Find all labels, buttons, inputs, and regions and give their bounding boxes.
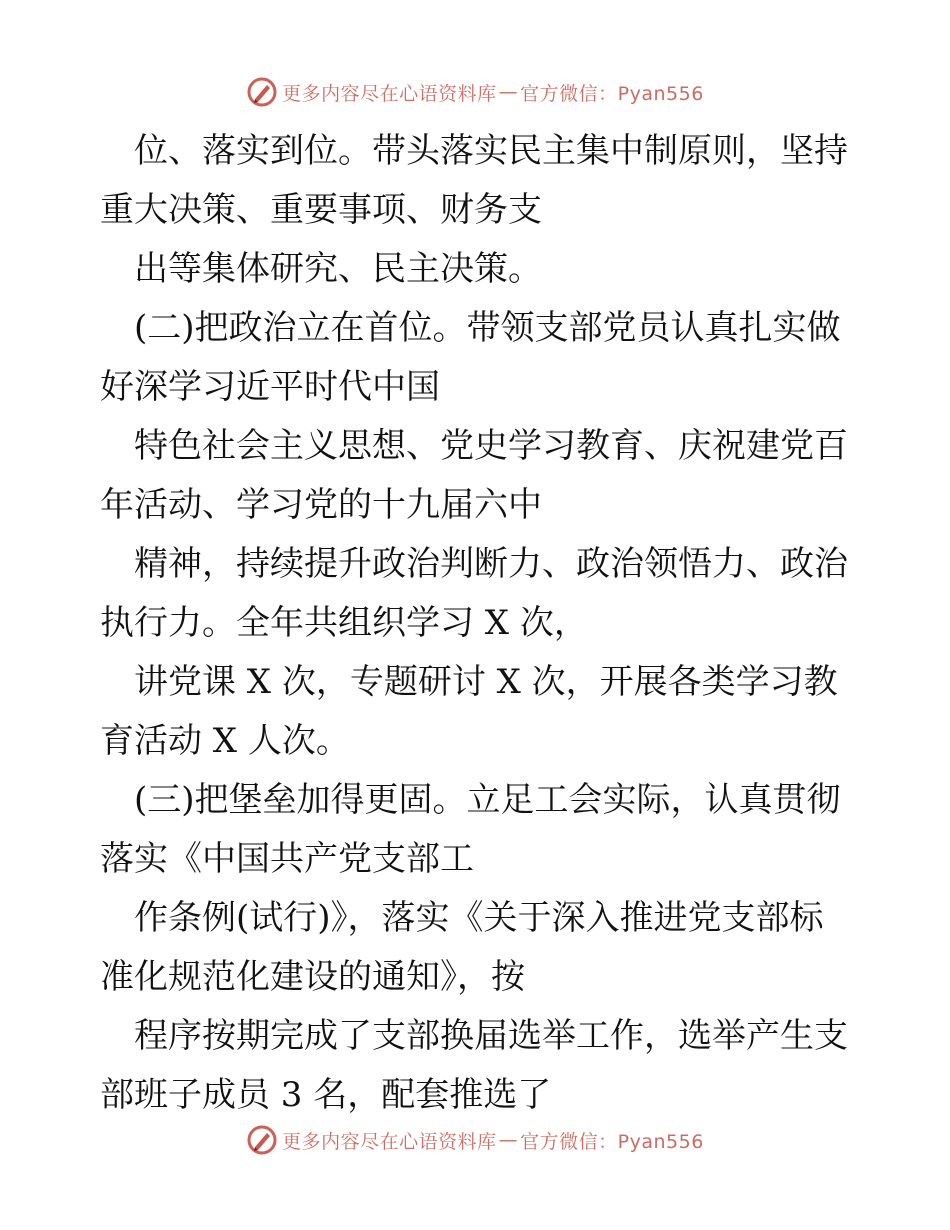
text-line: 特色社会主义思想、党史学习教育、庆祝建党百 [134, 426, 848, 466]
text-line: (二)把政治立在首位。带领支部党员认真扎实做 [134, 308, 841, 348]
text-line: 年活动、学习党的十九届六中 [100, 485, 542, 525]
pen-logo-icon [246, 76, 278, 108]
text-line: 育活动 X 人次。 [100, 721, 350, 761]
text-line: 执行力。全年共组织学习 X 次， [100, 603, 588, 643]
text-line: 作条例(试行)》，落实《关于深入推进党支部标 [134, 898, 824, 938]
text-line: 部班子成员 3 名，配套推选了 [100, 1075, 552, 1115]
text-line: 准化规范化建设的通知》，按 [100, 957, 525, 997]
text-line: 重大决策、重要事项、财务支 [100, 190, 542, 230]
watermark-sub-text: 官方微信：Pyan556 [520, 82, 704, 105]
watermark-header [0, 72, 950, 112]
watermark-dash: — [498, 1129, 519, 1151]
watermark-footer [0, 1120, 950, 1160]
text-line: 落实《中国共产党支部工 [100, 839, 474, 879]
text-line: 讲党课 X 次，专题研讨 X 次，开展各类学习教 [134, 662, 838, 702]
text-line: (三)把堡垒加得更固。立足工会实际，认真贯彻 [134, 780, 841, 820]
text-line: 出等集体研究、民主决策。 [134, 249, 542, 289]
pen-logo-icon [246, 1124, 278, 1156]
document-body [100, 122, 860, 1125]
text-line: 好深学习近平时代中国 [100, 367, 440, 407]
watermark-sub-text: 官方微信：Pyan556 [520, 1130, 704, 1153]
text-line: 位、落实到位。带头落实民主集中制原则，坚持 [134, 131, 848, 171]
text-line: 程序按期完成了支部换届选举工作，选举产生支 [134, 1016, 848, 1056]
watermark-main-text: 更多内容尽在心语资料库 [282, 1130, 497, 1153]
text-line: 精神，持续提升政治判断力、政治领悟力、政治 [134, 544, 848, 584]
watermark-main-text: 更多内容尽在心语资料库 [282, 82, 497, 105]
watermark-dash: — [498, 81, 519, 103]
